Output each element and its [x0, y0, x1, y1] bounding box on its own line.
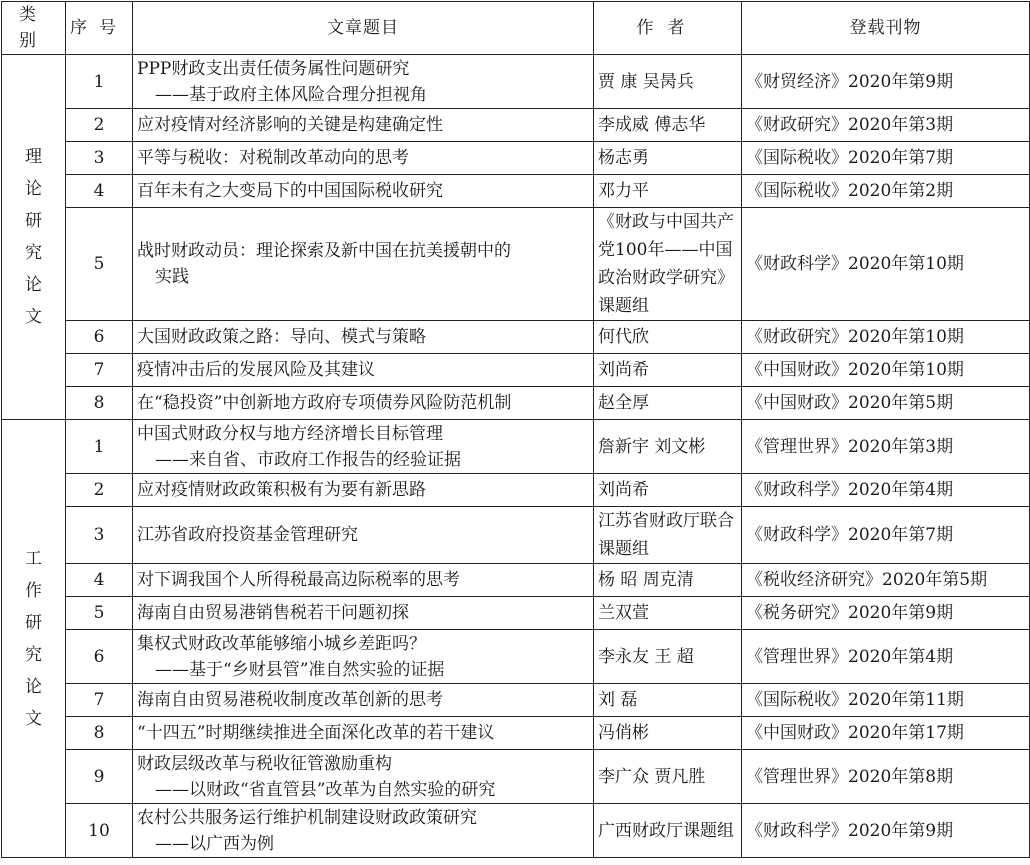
table-row [2, 804, 1030, 858]
author-cell: 何代欣 [594, 321, 742, 354]
author-cell: 刘尚希 [594, 474, 742, 507]
author-cell: 《财政与中国共产党100年——中国政治财政学研究》课题组 [594, 208, 742, 321]
row-number: 2 [66, 474, 133, 507]
article-title-cell [133, 55, 594, 109]
author-cell: 刘尚希 [594, 354, 742, 387]
table-row [2, 474, 1030, 507]
article-title-cell [133, 597, 594, 630]
article-title-cell [133, 109, 594, 142]
article-title-cell [133, 354, 594, 387]
header-title: 文章题目 [133, 2, 594, 55]
table-row [2, 354, 1030, 387]
publication-cell: 《财政科学》2020年第9期 [742, 804, 1030, 858]
publication-cell: 《中国财政》2020年第10期 [742, 354, 1030, 387]
article-title-cell [133, 507, 594, 564]
row-number: 10 [66, 804, 133, 858]
row-number: 6 [66, 321, 133, 354]
article-subtitle: ——来自省、市政府工作报告的经验证据 [155, 449, 461, 470]
table-row [2, 175, 1030, 208]
publication-cell: 《税收经济研究》2020年第5期 [742, 564, 1030, 597]
article-title: 财政层级改革与税收征管激励重构 [137, 753, 392, 774]
article-title: PPP财政支出责任债务属性问题研究 [137, 58, 410, 79]
table-row [2, 564, 1030, 597]
publication-cell: 《国际税收》2020年第11期 [742, 684, 1030, 717]
article-title-cell [133, 208, 594, 321]
row-number: 4 [66, 175, 133, 208]
papers-table [1, 1, 1030, 858]
table-row [2, 321, 1030, 354]
article-subtitle: ——基于“乡财县管”准自然实验的证据 [155, 659, 445, 680]
article-title-cell [133, 387, 594, 420]
row-number: 2 [66, 109, 133, 142]
author-cell: 杨 昭 周克清 [594, 564, 742, 597]
publication-cell: 《财贸经济》2020年第9期 [742, 55, 1030, 109]
author-cell: 邓力平 [594, 175, 742, 208]
article-title-cell [133, 717, 594, 750]
article-title-cell [133, 684, 594, 717]
author-cell: 杨志勇 [594, 142, 742, 175]
row-number: 8 [66, 387, 133, 420]
article-title-cell [133, 474, 594, 507]
table-row [2, 630, 1030, 684]
author-cell: 广西财政厅课题组 [594, 804, 742, 858]
publication-cell: 《财政科学》2020年第10期 [742, 208, 1030, 321]
publication-cell: 《管理世界》2020年第8期 [742, 750, 1030, 804]
article-title: 集权式财政改革能够缩小城乡差距吗？ [137, 633, 426, 654]
table-row [2, 684, 1030, 717]
article-title: 农村公共服务运行维护机制建设财政政策研究 [137, 807, 477, 828]
article-title: 对下调我国个人所得税最高边际税率的思考 [137, 570, 460, 590]
article-subtitle: 实践 [155, 267, 189, 287]
article-title: “十四五”时期继续推进全面深化改革的若干建议 [137, 723, 495, 743]
author-cell: 江苏省财政厅联合课题组 [594, 507, 742, 564]
category-label: 理论研究论文 [25, 147, 42, 327]
article-title-cell [133, 804, 594, 858]
header-publication: 登载刊物 [742, 2, 1030, 55]
table-row [2, 717, 1030, 750]
article-title-cell [133, 142, 594, 175]
category-cell [2, 55, 66, 420]
article-title: 大国财政政策之路：导向、模式与策略 [137, 327, 426, 347]
publication-cell: 《国际税收》2020年第7期 [742, 142, 1030, 175]
article-title: 海南自由贸易港销售税若干问题初探 [137, 603, 409, 623]
row-number: 1 [66, 420, 133, 474]
article-title-cell [133, 420, 594, 474]
row-number: 9 [66, 750, 133, 804]
row-number: 8 [66, 717, 133, 750]
article-title-cell [133, 175, 594, 208]
publication-cell: 《税务研究》2020年第9期 [742, 597, 1030, 630]
author-cell: 兰双萱 [594, 597, 742, 630]
article-subtitle: ——以财政“省直管县”改革为自然实验的研究 [155, 779, 496, 800]
table-row [2, 387, 1030, 420]
author-cell: 李永友 王 超 [594, 630, 742, 684]
publication-cell: 《财政研究》2020年第10期 [742, 321, 1030, 354]
author-cell: 贾 康 吴昺兵 [594, 55, 742, 109]
author-cell: 李成威 傅志华 [594, 109, 742, 142]
article-title: 中国式财政分权与地方经济增长目标管理 [137, 423, 443, 444]
table-body [2, 55, 1030, 858]
publication-cell: 《管理世界》2020年第4期 [742, 630, 1030, 684]
article-title: 疫情冲击后的发展风险及其建议 [137, 360, 375, 380]
row-number: 1 [66, 55, 133, 109]
author-cell: 詹新宇 刘文彬 [594, 420, 742, 474]
header-author: 作者 [594, 2, 742, 55]
table-row [2, 208, 1030, 321]
row-number: 7 [66, 684, 133, 717]
table-row [2, 750, 1030, 804]
row-number: 6 [66, 630, 133, 684]
row-number: 3 [66, 507, 133, 564]
article-title: 百年未有之大变局下的中国国际税收研究 [137, 181, 443, 201]
article-title-cell [133, 750, 594, 804]
author-cell: 李广众 贾凡胜 [594, 750, 742, 804]
row-number: 4 [66, 564, 133, 597]
author-cell: 刘 磊 [594, 684, 742, 717]
table-row [2, 109, 1030, 142]
author-cell: 冯俏彬 [594, 717, 742, 750]
article-title: 战时财政动员：理论探索及新中国在抗美援朝中的 [137, 241, 511, 261]
article-subtitle: ——基于政府主体风险合理分担视角 [155, 84, 427, 105]
header-row [2, 2, 1030, 55]
table-row [2, 55, 1030, 109]
article-title: 江苏省政府投资基金管理研究 [137, 525, 358, 545]
category-cell [2, 420, 66, 858]
publication-cell: 《财政科学》2020年第7期 [742, 507, 1030, 564]
article-title-cell [133, 564, 594, 597]
article-subtitle: ——以广西为例 [155, 833, 274, 854]
publication-cell: 《国际税收》2020年第2期 [742, 175, 1030, 208]
row-number: 5 [66, 208, 133, 321]
article-title: 应对疫情对经济影响的关键是构建确定性 [137, 115, 443, 135]
publication-cell: 《财政科学》2020年第4期 [742, 474, 1030, 507]
article-title: 应对疫情财政政策积极有为要有新思路 [137, 480, 426, 500]
table-row [2, 507, 1030, 564]
publication-cell: 《中国财政》2020年第17期 [742, 717, 1030, 750]
table-row [2, 420, 1030, 474]
publication-cell: 《财政研究》2020年第3期 [742, 109, 1030, 142]
publication-cell: 《中国财政》2020年第5期 [742, 387, 1030, 420]
article-title: 平等与税收：对税制改革动向的思考 [137, 148, 409, 168]
article-title: 在“稳投资”中创新地方政府专项债券风险防范机制 [137, 393, 512, 413]
table-row [2, 142, 1030, 175]
category-label: 工作研究论文 [25, 548, 42, 729]
article-title-cell [133, 630, 594, 684]
row-number: 7 [66, 354, 133, 387]
header-number: 序号 [66, 2, 133, 55]
row-number: 5 [66, 597, 133, 630]
row-number: 3 [66, 142, 133, 175]
article-title: 海南自由贸易港税收制度改革创新的思考 [137, 690, 443, 710]
author-cell: 赵全厚 [594, 387, 742, 420]
article-title-cell [133, 321, 594, 354]
header-category: 类别 [2, 2, 66, 55]
table-row [2, 597, 1030, 630]
publication-cell: 《管理世界》2020年第3期 [742, 420, 1030, 474]
